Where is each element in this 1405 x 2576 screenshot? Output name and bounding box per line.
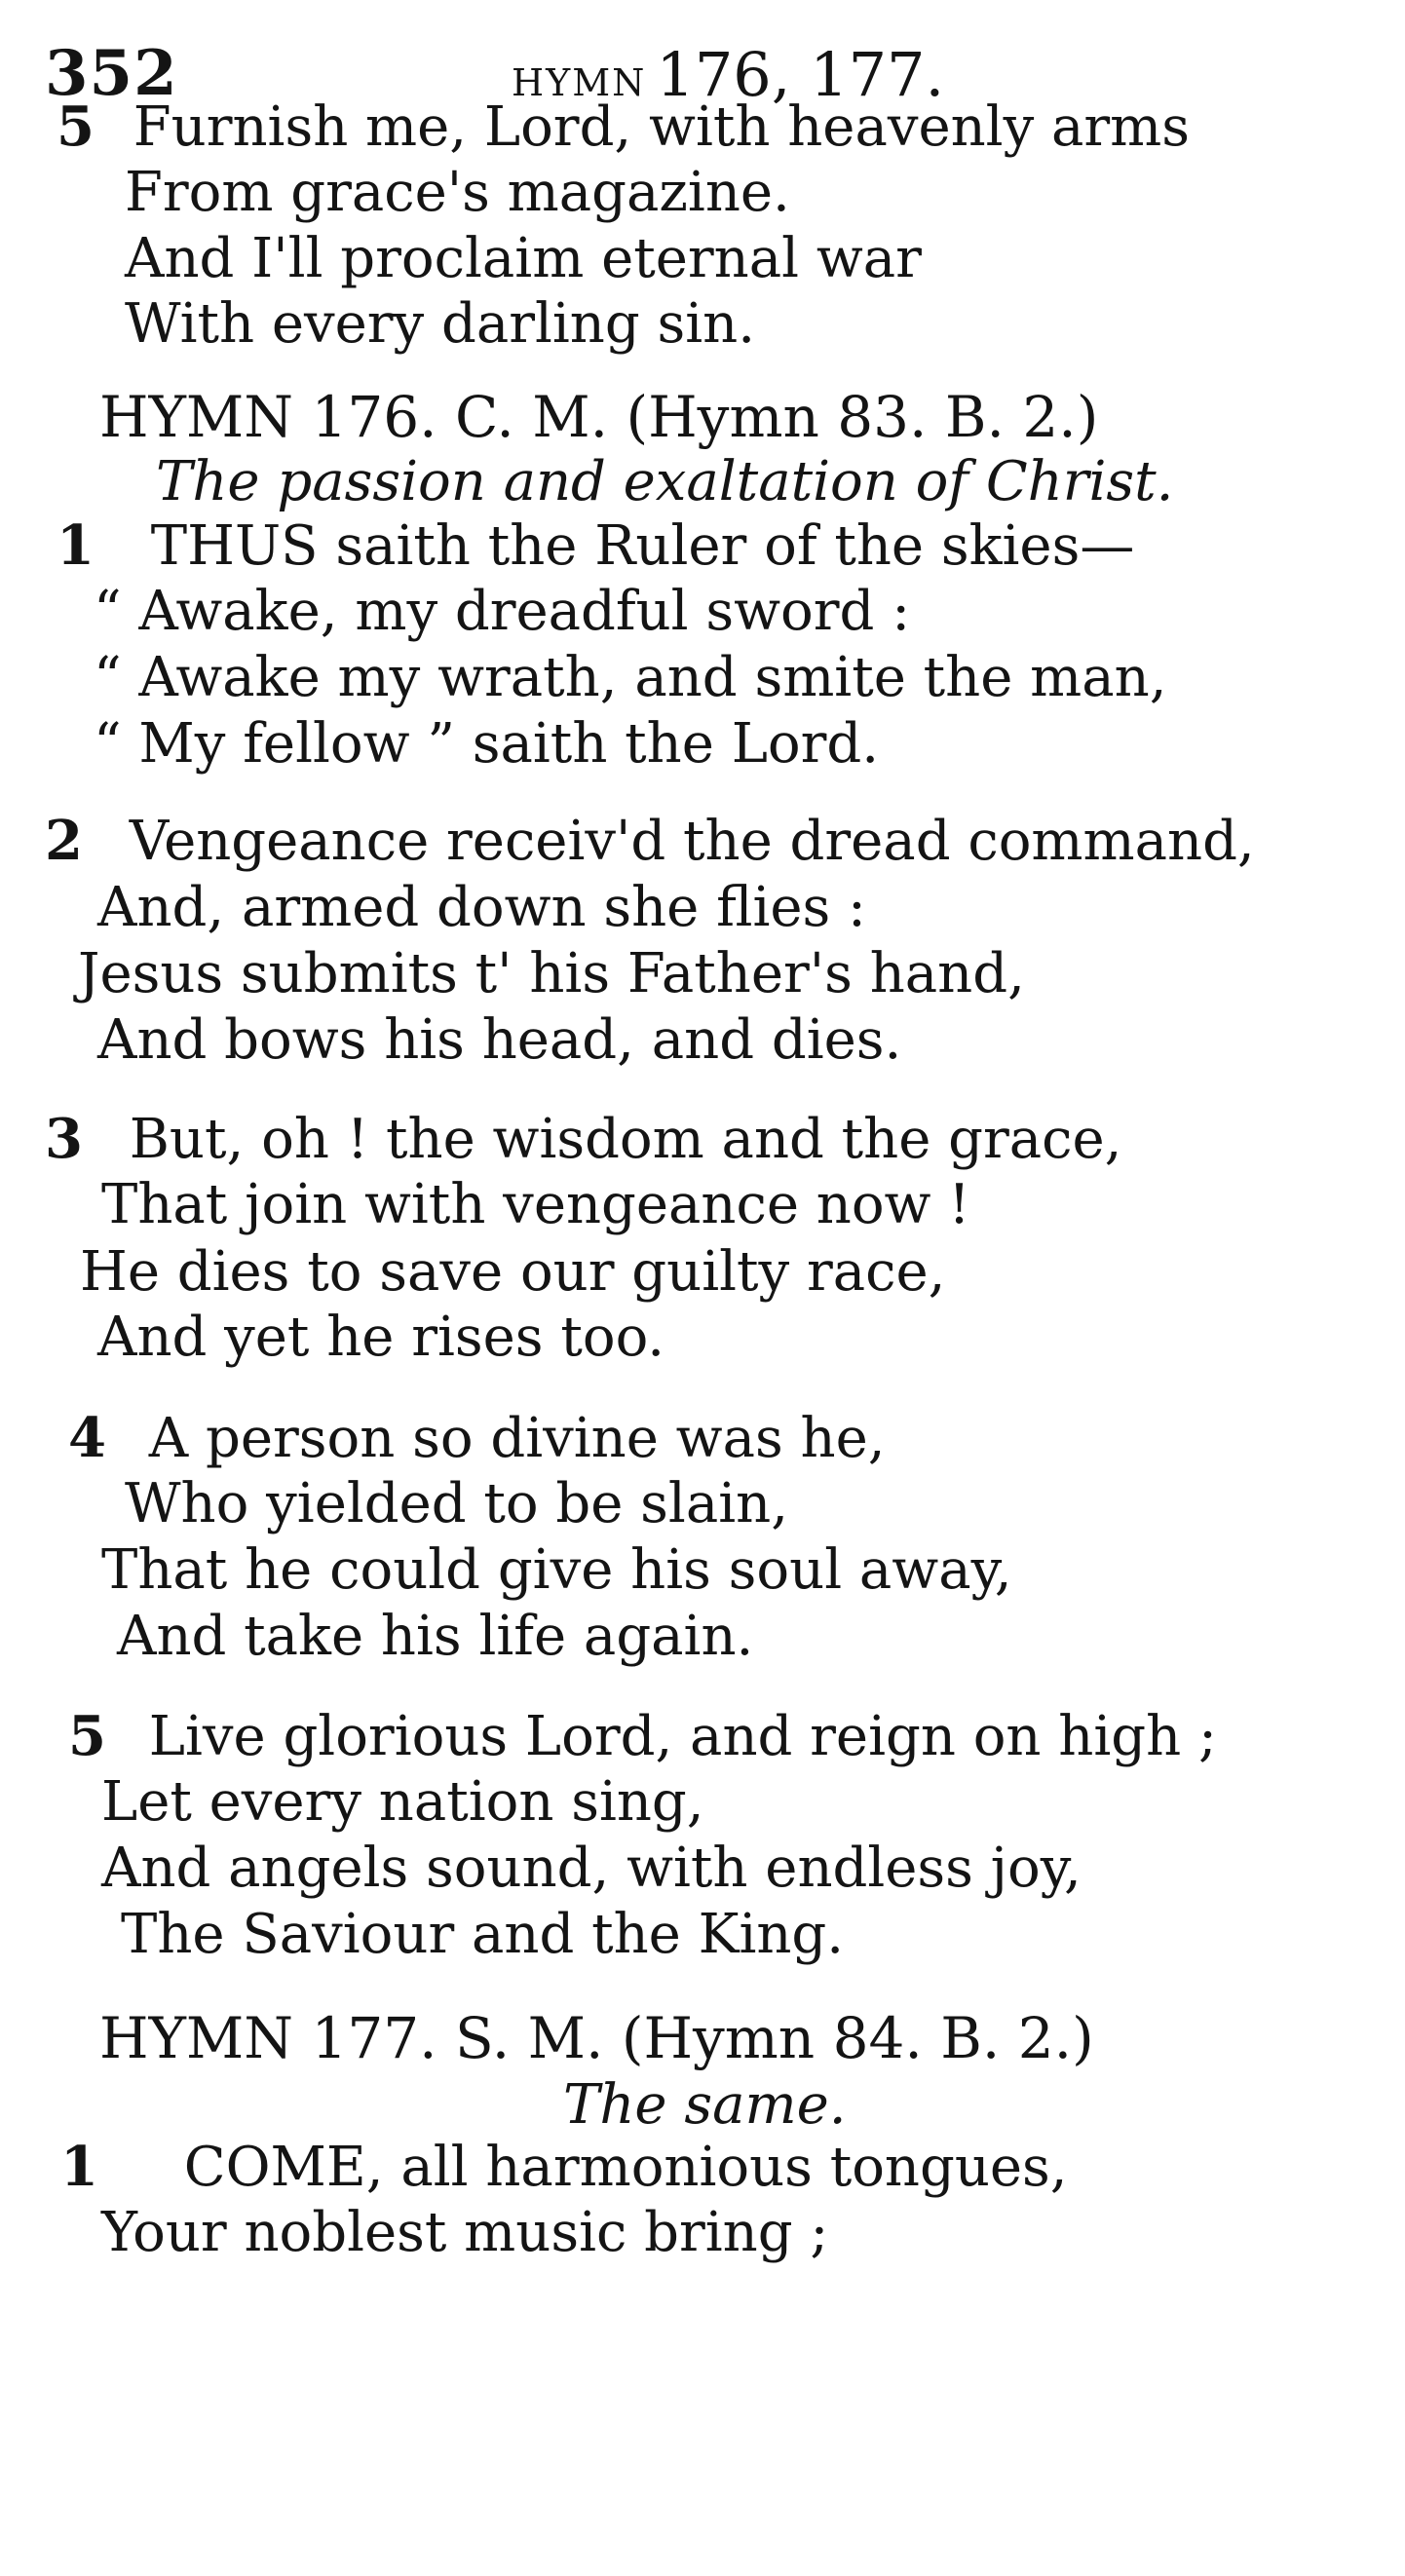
hymn-176-verse-1-line-3: “ Awake my wrath, and smite the man,	[94, 646, 1167, 709]
prev-verse-line-4: With every darling sin.	[125, 292, 756, 356]
verse-number: 5	[57, 95, 95, 159]
hymn-176-verse-3-line-3: He dies to save our guilty race,	[80, 1240, 946, 1304]
hymn-176-heading-rest: 176. C. M. (Hymn 83. B. 2.)	[311, 384, 1099, 450]
hymn-176-verse-4-line-4: And take his life again.	[117, 1605, 754, 1668]
prev-verse-line-3: And I'll proclaim eternal war	[125, 227, 922, 290]
running-head-word: HYMN	[512, 61, 647, 104]
hymn-176-verse-4-line-1: 4 A person so divine was he,	[68, 1406, 886, 1470]
hymn-176-verse-5-line-2: Let every nation sing,	[101, 1770, 704, 1834]
hymn-176-verse-5-line-1: 5 Live glorious Lord, and reign on high ;	[68, 1704, 1217, 1768]
hymn-176-verse-5-line-3: And angels sound, with endless joy,	[101, 1837, 1082, 1900]
hymn-176-heading-word: HYMN	[99, 384, 294, 450]
prev-verse-line-1: 5 Furnish me, Lord, with heavenly arms	[57, 95, 1191, 159]
hymn-176-verse-2-line-3: Jesus submits t' his Father's hand,	[78, 942, 1025, 1005]
hymn-176-verse-1-line-2: “ Awake, my dreadful sword :	[94, 580, 911, 643]
verse-number: 5	[68, 1704, 106, 1768]
hymn-177-verse-1-line-2: Your noblest music bring ;	[101, 2201, 829, 2264]
verse-number: 1	[57, 513, 95, 578]
hymn-176-verse-4-line-2: Who yielded to be slain,	[125, 1472, 788, 1535]
running-head-numbers: 176, 177.	[656, 39, 945, 110]
hymn-177-verse-1-line-1: 1 COME, all harmonious tongues,	[60, 2135, 1068, 2199]
hymn-176-title: The passion and exaltation of Christ.	[156, 450, 1174, 513]
verse-number: 1	[60, 2135, 98, 2199]
hymn-176-verse-5-line-4: The Saviour and the King.	[121, 1903, 845, 1966]
hymn-177-title: The same.	[563, 2073, 847, 2137]
verse-number: 3	[45, 1107, 83, 1171]
hymn-176-verse-1-line-4: “ My fellow ” saith the Lord.	[94, 712, 880, 776]
verse-number: 2	[45, 809, 83, 873]
hymn-176-verse-3-line-2: That join with vengeance now !	[101, 1173, 970, 1236]
hymn-176-verse-2-line-4: And bows his head, and dies.	[97, 1008, 902, 1072]
hymn-177-heading	[99, 2005, 1094, 2071]
hymn-177-heading-rest: 177. S. M. (Hymn 84. B. 2.)	[311, 2005, 1094, 2071]
hymn-176-heading	[99, 384, 1098, 450]
hymn-176-verse-2-line-1: 2 Vengeance receiv'd the dread command,	[45, 809, 1255, 873]
hymn-176-verse-4-line-3: That he could give his soul away,	[101, 1538, 1012, 1602]
hymn-177-heading-word: HYMN	[99, 2005, 294, 2071]
hymn-176-verse-1-line-1: 1 THUS saith the Ruler of the skies—	[57, 513, 1135, 578]
hymn-176-verse-3-line-1: 3 But, oh ! the wisdom and the grace,	[45, 1107, 1122, 1171]
verse-number: 4	[68, 1406, 106, 1470]
hymn-176-verse-2-line-2: And, armed down she flies :	[97, 876, 866, 939]
page-number: 352	[45, 37, 178, 110]
prev-verse-line-2: From grace's magazine.	[125, 161, 790, 224]
hymn-176-verse-3-line-4: And yet he rises too.	[97, 1306, 665, 1369]
